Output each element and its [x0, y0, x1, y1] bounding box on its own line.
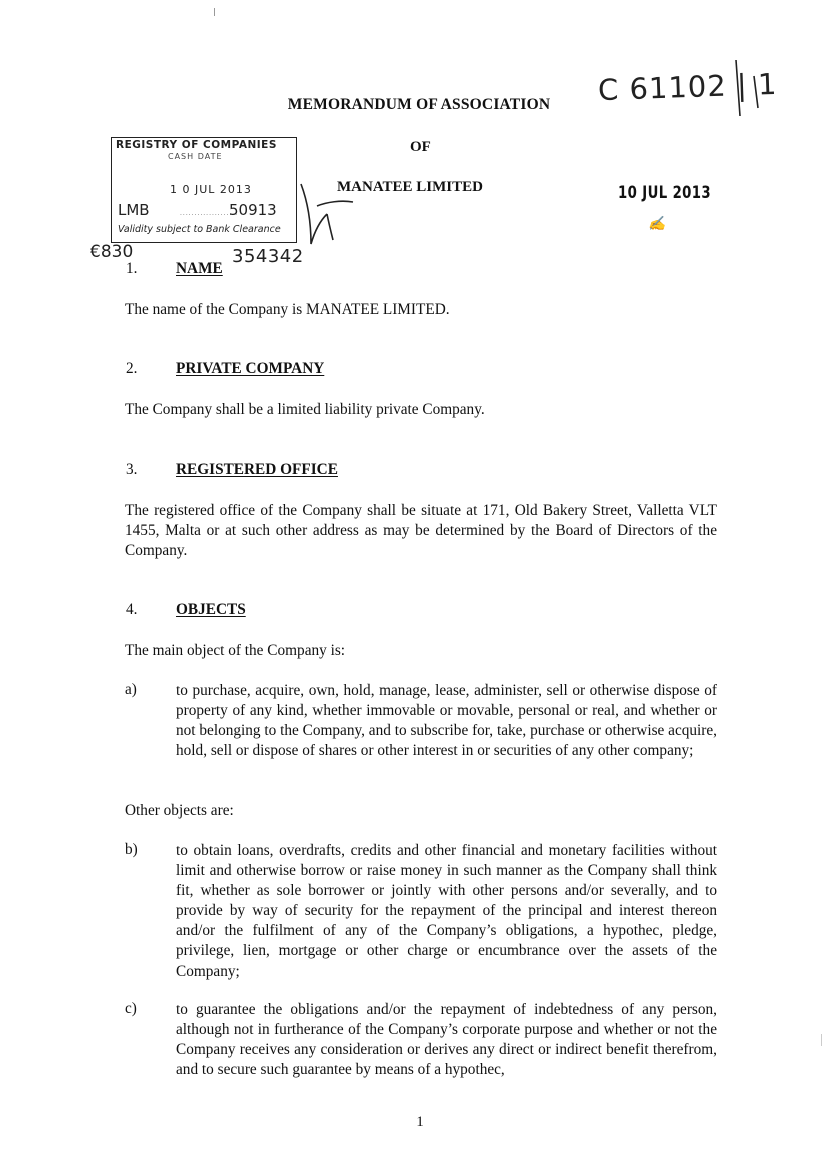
clause-label: a): [125, 681, 137, 698]
scan-mark: [821, 1034, 822, 1046]
signature-mark: [297, 180, 357, 250]
clause-label: b): [125, 841, 138, 858]
title-of: OF: [410, 139, 431, 155]
document-title: MEMORANDUM OF ASSOCIATION: [287, 96, 551, 113]
clause-b-text: to obtain loans, overdrafts, credits and other financial and monetary facilities without limit and otherwise borrow or raise money in such manner as the Company shall think fit, whether as sole borrower or jointly with other persons and/or severally, and to provide by way of security for the repayment of the principal and interest thereon and/or the fulfilment of any of the Company’s obligations, a hypothec, pledge, privilege, lien, mortgage or other charge or encumbrance over the assets of the Company;: [176, 842, 717, 980]
section-text-private-company: The Company shall be a limited liability private Company.: [125, 401, 485, 418]
section-number: 4.: [126, 601, 138, 618]
section-heading-private-company: PRIVATE COMPANY: [176, 360, 325, 377]
stamp-date: 1 0 JUL 2013: [170, 183, 252, 196]
initials-mark: ✍: [648, 216, 666, 232]
stamp-validity: Validity subject to Bank Clearance: [118, 224, 281, 235]
stamp-receipt-number: 50913: [229, 201, 277, 219]
stamp-registry-label: REGISTRY OF COMPANIES: [116, 139, 277, 151]
section-text-registered-office: The registered office of the Company shall be situate at 171, Old Bakery Street, Valletta VLT 1455, Malta or at such other address as may be determined by the Board of Directors of the Company.: [125, 502, 717, 560]
handwritten-bars: [730, 58, 770, 118]
stamp-initials: LMB: [118, 201, 150, 219]
section-heading-registered-office: REGISTERED OFFICE: [176, 461, 338, 478]
page-number: 1: [416, 1114, 424, 1130]
handwritten-registration-number: 354342: [232, 246, 304, 267]
section-number: 1.: [126, 260, 138, 277]
scan-mark: [214, 8, 215, 16]
stamp-dots: ....................: [180, 210, 239, 217]
handwritten-reference: C 61102 | 1: [597, 66, 778, 108]
other-objects-intro: Other objects are:: [125, 802, 234, 819]
section-text-name: The name of the Company is MANATEE LIMITED.: [125, 301, 450, 318]
objects-intro: The main object of the Company is:: [125, 642, 346, 659]
section-heading-objects: OBJECTS: [176, 601, 246, 618]
clause-a-text: to purchase, acquire, own, hold, manage, lease, administer, sell or otherwise dispose of property of any kind, whether immovable or movable, personal or real, and whether or not belonging to the Company, and to subscribe for, take, purchase or otherwise acquire, hold, sell or dispose of shares or other interest in or securities of any other company;: [176, 682, 717, 760]
section-number: 2.: [126, 360, 138, 377]
section-number: 3.: [126, 461, 138, 478]
date-stamp: 10 JUL 2013: [618, 183, 712, 203]
clause-label: c): [125, 1000, 137, 1017]
stamp-cash-date-label: CASH DATE: [168, 152, 223, 161]
registry-stamp: [111, 137, 297, 243]
clause-c-text: to guarantee the obligations and/or the repayment of indebtedness of any person, although not in furtherance of the Company’s corporate purpose and whether or not the Company receives any consideration or derives any direct or indirect benefit therefrom, and to secure such guarantee by means of a hypothec,: [176, 1001, 717, 1079]
handwritten-fee: €830: [90, 242, 134, 262]
company-name: MANATEE LIMITED: [337, 179, 483, 195]
section-heading-name: NAME: [176, 260, 223, 277]
